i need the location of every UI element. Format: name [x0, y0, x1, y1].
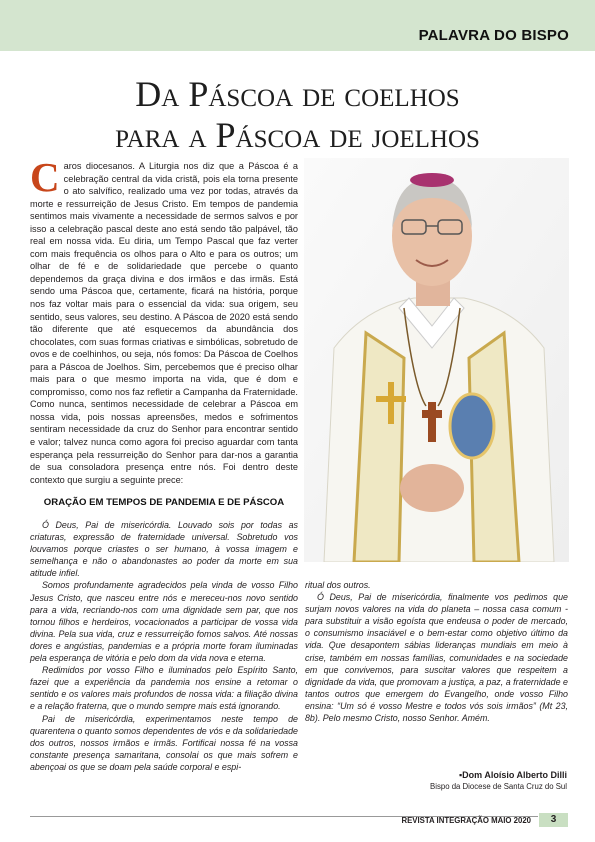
footer-magazine: REVISTA INTEGRAÇÃO MAIO 2020: [401, 816, 531, 825]
drop-cap: C: [30, 154, 60, 200]
prayer-heading: ORAÇÃO EM TEMPOS DE PANDEMIA E DE PÁSCOA: [43, 497, 285, 508]
intro-paragraph: [30, 154, 298, 486]
article-title-line-1: Da Páscoa de coelhos: [135, 74, 460, 114]
section-title: PALAVRA DO BISPO: [418, 27, 569, 44]
prayer-paragraph: Pai de misericórdia, experimentamos neste tempo de quarentena o quanto somos dependentes de vós e da solidariedade dos outros, nossos irmãos e irmãs. Fortificai nossa fé na vossa constante presença samaritana, consolai os que mais sofrem e abençoai os que se doam pela saúde corporal e espi-: [30, 713, 298, 772]
prayer-paragraph: Ó Deus, Pai de misericórdia. Louvado sois por todas as criaturas, expressão de fraternidade universal. Sobretudo vos louvamos porque criastes o ser humano, à vossa imagem e semelhança e não o abandonastes ao poder da morte em sua atitude infiel.: [30, 520, 298, 579]
prayer-paragraph: Ó Deus, Pai de misericórdia, finalmente vos pedimos que surjam novos valores na vida do planeta – nossa casa comum - para substituir a visão egoísta que endeusa o poder de mercado, o consumismo insaciável e o bem-estar como objetivo último da vida. Que desapontem sábias lideranças mundiais em meio à crise, também em nossas famílias, comunidades e na sociedade em que convivemos, para suscitar valores que respeitem a dignidade da vida, que promovam a justiça, a paz, a fraternidade e tantos outros que emergem do Evangelho, onde vosso Filho ensina: “Um só é vosso Mestre e todos vós sois irmãos” (Mt 23, 8b). Pelo mesmo Cristo, nosso Senhor. Amém.: [305, 592, 568, 724]
prayer-paragraph: Redimidos por vosso Filho e iluminados pelo Espírito Santo, fazei que a experiência da pandemia nos ensine a retomar o sentido e os valores mais profundos de nossa vida: a filiação divina e a relação fraterna, que o mundo sempre mais está ignorando.: [30, 665, 298, 712]
bishop-photo: [304, 158, 569, 562]
prayer-right-column: [305, 579, 568, 724]
prayer-continuation: ritual dos outros.: [305, 580, 371, 590]
signature-role: Bispo da Diocese de Santa Cruz do Sul: [430, 782, 567, 791]
article-title-line-2: para a Páscoa de joelhos: [115, 115, 480, 155]
page-number: 3: [539, 813, 568, 827]
intro-text: aros diocesanos. A Liturgia nos diz que a Páscoa é a celebração central da vida cristã, pois ela torna presente o ato salvífico, realizado uma vez por todas, através da morte e ressurreição de Jesus Cristo. Em tempos de pandemia sentimos mais vivamente a necessidade de sermos salvos e por isso a celebração pascal deste ano está sendo tão palpável, tão real em nossa vida. Eu diria, um Tempo Pascal que faz verter com mais frequência os olhos para o Alto e para os outros; um olhar de fé e de solidariedade que percebe o quanto dependemos da graça divina e dos irmãos e das irmãs. Está sendo uma Páscoa que, certamente, ficará na história, porque nos faz voltar mais para o essencial da vida: sua origem, seu sentido, seus valores, seu destino. A Páscoa de 2020 está sendo tão diferente que até esquecemos da abundância dos chocolates, com suas formas criativas e simbólicas, sobretudo de ovos e de coelhinhos, ou seja, nós fomos: Da Páscoa de Coelhos para a Páscoa de Joelhos. Sim, percebemos que é preciso olhar mais para o que mesmo importa na vida, que é dom e compromisso, como nos faz refletir a Campanha da Fraternidade. Como nunca, sentimos necessidade de celebrar a Páscoa em nossa vida, pois nossas apreensões, medos e sofrimentos sentiram necessidade da cruz do Senhor para encontrar sentido e valor; talvez nunca como agora foi preciso aguardar com tanta esperança pela ressurreição do Senhor para dar-nos a garantia de sua consoladora presença entre nós. Foi dentro deste contexto que surgiu a seguinte prece:: [30, 161, 298, 485]
signature-name: ▪Dom Aloísio Alberto Dilli: [458, 770, 567, 780]
prayer-paragraph: Somos profundamente agradecidos pela vinda de vosso Filho Jesus Cristo, que nasceu entre nós e mereceu-nos novo sentido para a vida, recriando-nos com uma dignidade sem par, que nos tornou filhos e herdeiros, vocacionados a participar de vossa vida divina. Pela sua vida, cruz e ressurreição fomos salvos. Até nossas dores e angústias, pandemias e a própria morte foram iluminadas pela esperança de vitória e pelo dom da vida nova e eterna.: [30, 580, 298, 664]
prayer-left-column: [30, 519, 298, 773]
